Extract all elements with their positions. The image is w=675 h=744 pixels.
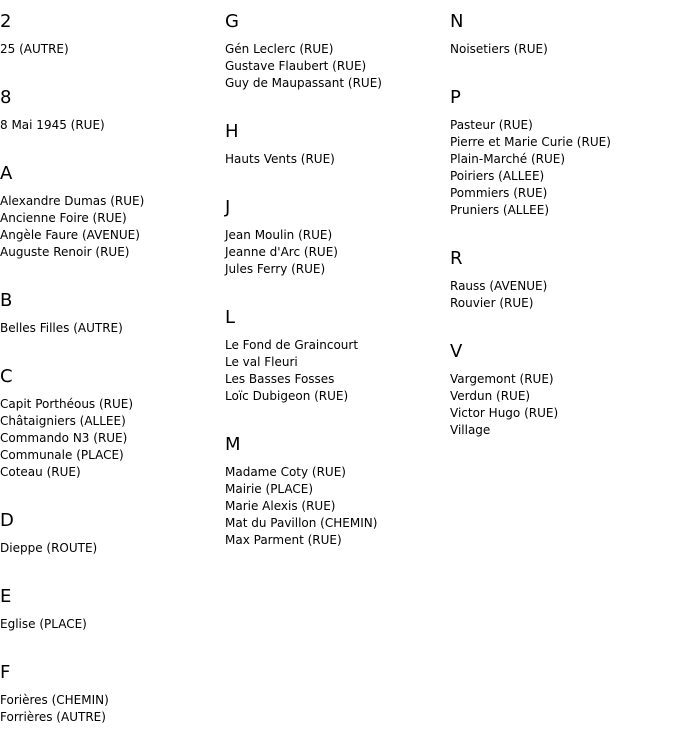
street-column-1 xyxy=(0,0,225,744)
street-link[interactable]: Rouvier (RUE) xyxy=(450,296,534,310)
street-link[interactable]: Guy de Maupassant (RUE) xyxy=(225,76,382,90)
section-letter-heading: L xyxy=(225,307,236,328)
street-link[interactable]: Rauss (AVENUE) xyxy=(450,279,548,293)
street-link[interactable]: Communale (PLACE) xyxy=(0,448,124,462)
section-letter-heading: G xyxy=(225,11,239,32)
letter-section xyxy=(0,575,225,651)
letter-section xyxy=(225,110,450,186)
street-link[interactable]: Noisetiers (RUE) xyxy=(450,42,548,56)
street-link[interactable]: Loïc Dubigeon (RUE) xyxy=(225,389,349,403)
section-letter-heading: N xyxy=(450,11,464,32)
street-link[interactable]: Commando N3 (RUE) xyxy=(0,431,128,445)
section-letter-heading: M xyxy=(225,434,241,455)
street-link[interactable]: Coteau (RUE) xyxy=(0,465,81,479)
section-letter-heading: 8 xyxy=(0,87,12,108)
street-link[interactable]: Mat du Pavillon (CHEMIN) xyxy=(225,516,378,530)
street-link[interactable]: Jean Moulin (RUE) xyxy=(225,228,333,242)
street-list xyxy=(0,312,225,355)
street-link[interactable]: Gustave Flaubert (RUE) xyxy=(225,59,367,73)
street-link[interactable]: Mairie (PLACE) xyxy=(225,482,314,496)
letter-section xyxy=(0,499,225,575)
letter-section xyxy=(0,0,225,76)
section-letter-heading: E xyxy=(0,586,12,607)
street-column-3 xyxy=(450,0,675,457)
street-link[interactable]: Belles Filles (AUTRE) xyxy=(0,321,123,335)
street-link[interactable]: Dieppe (ROUTE) xyxy=(0,541,98,555)
street-list xyxy=(0,684,225,744)
section-letter-heading: C xyxy=(0,366,13,387)
street-list xyxy=(225,143,450,186)
street-link[interactable]: Alexandre Dumas (RUE) xyxy=(0,194,145,208)
street-link[interactable]: Le Fond de Graincourt xyxy=(225,338,359,352)
street-link[interactable]: Jules Ferry (RUE) xyxy=(225,262,326,276)
street-link[interactable]: Plain-Marché (RUE) xyxy=(450,152,566,166)
letter-section xyxy=(0,355,225,499)
street-link[interactable]: Angèle Faure (AVENUE) xyxy=(0,228,140,242)
section-letter-heading: J xyxy=(225,197,231,218)
letter-section xyxy=(0,651,225,744)
street-link[interactable]: Vargemont (RUE) xyxy=(450,372,554,386)
street-list xyxy=(225,219,450,296)
street-link[interactable]: Ancienne Foire (RUE) xyxy=(0,211,127,225)
street-list xyxy=(0,388,225,499)
street-list xyxy=(450,33,675,76)
street-link[interactable]: Pierre et Marie Curie (RUE) xyxy=(450,135,611,149)
section-letter-heading: 2 xyxy=(0,11,12,32)
street-link[interactable]: Pruniers (ALLEE) xyxy=(450,203,549,217)
section-letter-heading: H xyxy=(225,121,239,142)
street-list xyxy=(0,33,225,76)
street-link[interactable]: Hauts Vents (RUE) xyxy=(225,152,335,166)
letter-section xyxy=(0,279,225,355)
street-link[interactable]: Village xyxy=(450,423,491,437)
section-letter-heading: R xyxy=(450,248,463,269)
street-link[interactable]: Pommiers (RUE) xyxy=(450,186,548,200)
street-link[interactable]: Verdun (RUE) xyxy=(450,389,531,403)
letter-section xyxy=(450,0,675,76)
street-list xyxy=(0,532,225,575)
street-link[interactable]: Jeanne d'Arc (RUE) xyxy=(225,245,338,259)
street-link[interactable]: Max Parment (RUE) xyxy=(225,533,342,547)
letter-section xyxy=(0,152,225,279)
street-list xyxy=(450,270,675,330)
street-link[interactable]: Forrières (AUTRE) xyxy=(0,710,106,724)
section-letter-heading: V xyxy=(450,341,463,362)
street-link[interactable]: Gén Leclerc (RUE) xyxy=(225,42,334,56)
letter-section xyxy=(225,0,450,110)
letter-section xyxy=(450,330,675,457)
section-letter-heading: P xyxy=(450,87,461,108)
street-list xyxy=(450,363,675,457)
street-link[interactable]: 25 (AUTRE) xyxy=(0,42,69,56)
street-link[interactable]: Madame Coty (RUE) xyxy=(225,465,346,479)
street-list xyxy=(225,456,450,567)
street-list xyxy=(450,109,675,237)
street-link[interactable]: Pasteur (RUE) xyxy=(450,118,533,132)
street-list xyxy=(0,109,225,152)
letter-section xyxy=(0,76,225,152)
letter-section xyxy=(450,76,675,237)
section-letter-heading: F xyxy=(0,662,11,683)
street-link[interactable]: 8 Mai 1945 (RUE) xyxy=(0,118,105,132)
street-list xyxy=(0,608,225,651)
street-list xyxy=(225,329,450,423)
section-letter-heading: D xyxy=(0,510,14,531)
section-letter-heading: B xyxy=(0,290,13,311)
street-link[interactable]: Châtaigniers (ALLEE) xyxy=(0,414,126,428)
street-link[interactable]: Eglise (PLACE) xyxy=(0,617,87,631)
street-link[interactable]: Les Basses Fosses xyxy=(225,372,335,386)
street-column-2 xyxy=(225,0,450,567)
street-link[interactable]: Capit Porthéous (RUE) xyxy=(0,397,134,411)
street-link[interactable]: Poiriers (ALLEE) xyxy=(450,169,545,183)
street-link[interactable]: Forières (CHEMIN) xyxy=(0,693,109,707)
letter-section xyxy=(225,186,450,296)
street-list xyxy=(0,185,225,279)
street-link[interactable]: Le val Fleuri xyxy=(225,355,298,369)
letter-section xyxy=(225,423,450,567)
street-link[interactable]: Auguste Renoir (RUE) xyxy=(0,245,130,259)
letter-section xyxy=(225,296,450,423)
street-list xyxy=(225,33,450,110)
letter-section xyxy=(450,237,675,330)
section-letter-heading: A xyxy=(0,163,13,184)
street-link[interactable]: Victor Hugo (RUE) xyxy=(450,406,559,420)
street-link[interactable]: Marie Alexis (RUE) xyxy=(225,499,336,513)
